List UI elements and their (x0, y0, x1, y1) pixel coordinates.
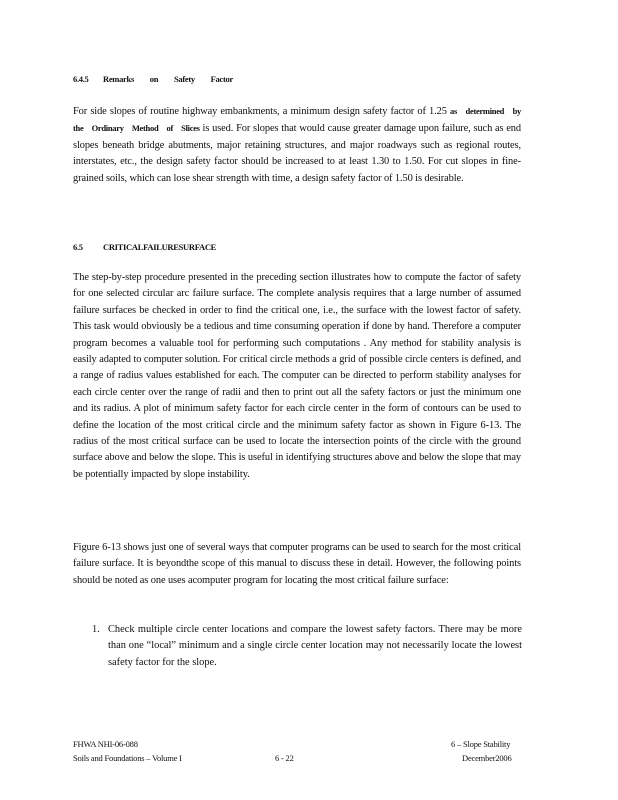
section-title: Remarks on Safety Factor (103, 74, 233, 84)
paragraph-safety-factor (73, 103, 521, 187)
footer-page-number: 6 - 22 (275, 753, 294, 763)
paragraph-emphasis-text: as determined by the Ordinary Method of Slices (73, 106, 522, 134)
paragraph-critical-surface: The step-by-step procedure presented in the preceding section illustrates how to compute the factor of safety for one selected circular arc failure surface. The complete analysis requires that a large number of assumed failure surfaces be checked in order to find the critical one, i.e., the surface with the lowest factor of safety. This task would obviously be a tedious and time consuming operation if done by hand. Therefore a computer program becomes a valuable tool for performing such computations . Any method for stability analysis is easily adapted to computer solution. For critical circle methods a grid of possible circle centers is defined, and a range of radius values established for each. The computer can be directed to perform stability analyses for each circle center over the range of radii and then to print out all the safety factors or just the minimum one and its radius. A plot of minimum safety factor for each circle center in the form of contours can be used to define the location of the most critical circle and the minimum safety factor as shown in Figure 6-13. The radius of the most critical surface can be used to locate the intersection points of the circle with the ground surface above and below the slope. This is useful in identifying structures above and below the slope that may be potentially impacted by slope instability. (73, 272, 521, 480)
section-number: 6.4.5 (73, 74, 89, 84)
list-marker: 1. (92, 624, 100, 635)
paragraph-rest-text: is used. For slopes that would cause greater damage upon failure, such as end slopes beneath bridge abutments, major retaining structures, and major roadways such as regional routes, interstates, etc., the design safety factor should be increased to at least 1.30 to 1.50. For cut slopes in fine-grained soils, which can lose shear strength with time, a design safety factor of 1.50 is desirable. (73, 123, 521, 184)
section-number: 6.5 (73, 242, 83, 252)
footer-date: December2006 (462, 753, 512, 763)
paragraph-figure-reference: Figure 6-13 shows just one of several ways that computer programs can be used to search for the most critical failure surface. It is beyondthe scope of this manual to discuss these in detail. However, the following points should be noted as one uses acomputer program for locating the most critical failure surface: (73, 542, 521, 586)
paragraph-lead-text: For side slopes of routine highway embankments, a minimum design safety factor of 1.25 (73, 106, 447, 117)
section-heading-6-5 (73, 242, 216, 252)
footer-publication-id: FHWA NHI-06-088 (73, 739, 138, 749)
section-heading-6-4-5 (73, 74, 233, 84)
footer-volume-title: Soils and Foundations – Volume I (73, 753, 182, 763)
list-item-text: Check multiple circle center locations and compare the lowest safety factors. There may be more than one “local” minimum and a single circle center location may not necessarily locate the lowest safety factor for the slope. (108, 624, 522, 668)
list-item (92, 622, 522, 671)
footer-chapter: 6 – Slope Stability (451, 739, 511, 749)
section-title: CRITICALFAILURESURFACE (103, 242, 217, 252)
